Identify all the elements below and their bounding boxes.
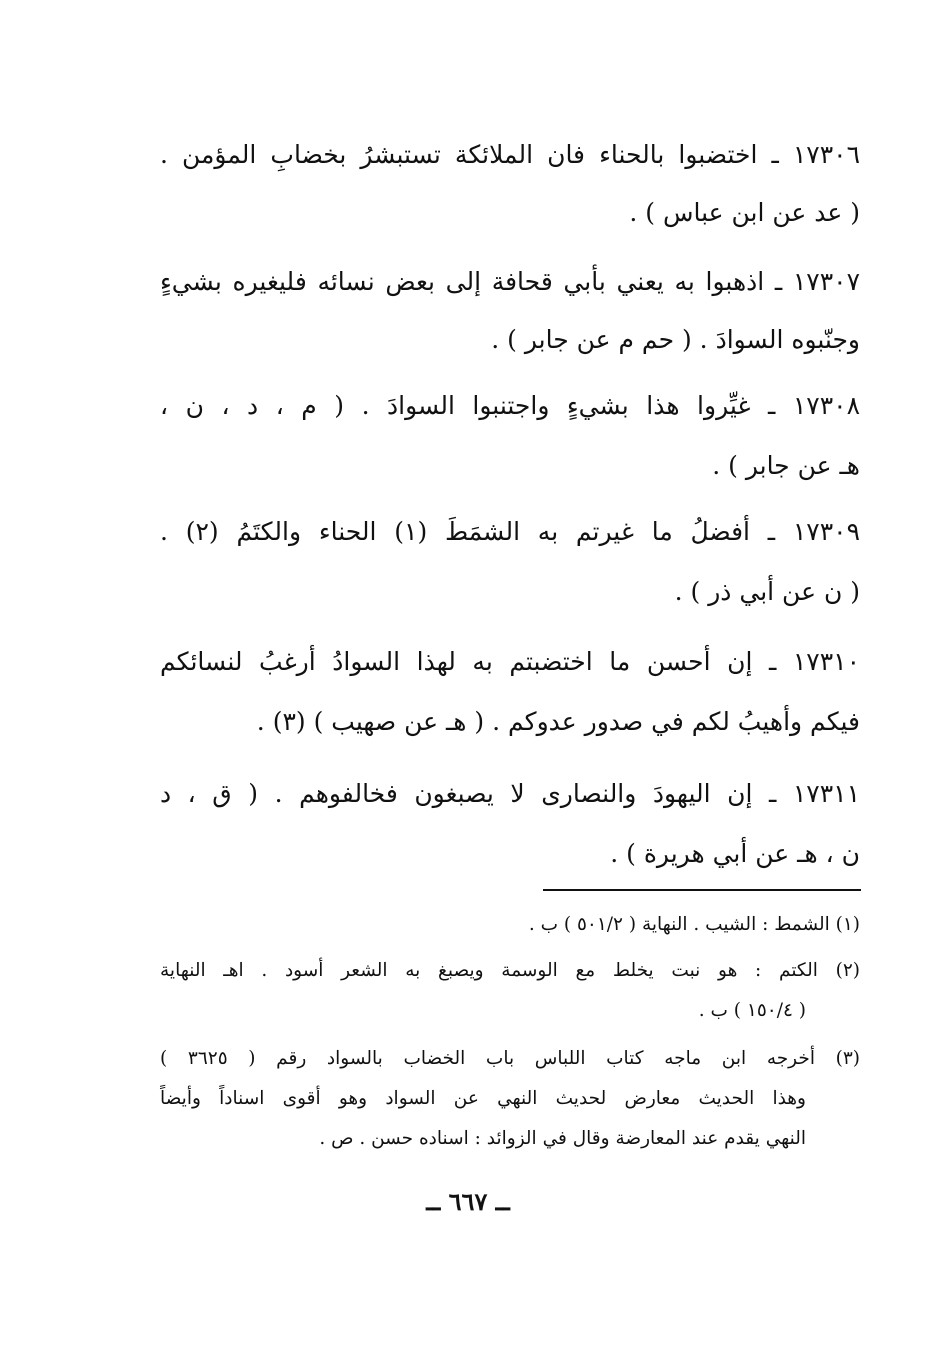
footnote-separator (543, 889, 861, 891)
hadith-17309-line-2: ( ن عن أبي ذر ) . (674, 577, 860, 606)
footnote-2-line-2: ( ١٥٠/٤ ) ب . (698, 1000, 806, 1021)
footnote-3-line-3: النهي يقدم عند المعارضة وقال في الزوائد : اسناده حسن . ص . (319, 1128, 806, 1149)
hadith-17308-line-1: ١٧٣٠٨ ـ غيِّروا هذا بشيءٍ واجتنبوا السوادَ . ( م ، د ، ن ، (160, 391, 860, 420)
footnote-3-line-1: (٣) أخرجه ابن ماجه كتاب اللباس باب الخضاب بالسواد رقم ( ٣٦٢٥ ) (160, 1048, 860, 1069)
hadith-17309-line-1: ١٧٣٠٩ ـ أفضلُ ما غيرتم به الشمَطَ (١) الحناء والكتَمُ (٢) . (160, 517, 861, 546)
footnote-3-line-2: وهذا الحديث معارض لحديث النهي عن السواد وهو أقوى اسناداً وأيضاً (160, 1088, 806, 1109)
footnote-1-line-1: (١) الشمط : الشيب . النهاية ( ٥٠١/٢ ) ب . (528, 914, 860, 935)
hadith-17306-line-1: ١٧٣٠٦ ـ اختضبوا بالحناء فان الملائكة تستبشرُ بخضابِ المؤمن . (160, 140, 860, 169)
hadith-17306-line-2: ( عد عن ابن عباس ) . (629, 198, 860, 227)
hadith-17308-line-2: هـ عن جابر ) . (712, 451, 860, 480)
page-number: ــ ٦٦٧ ــ (426, 1187, 510, 1216)
hadith-17310-line-2: فيكم وأهيبُ لكم في صدور عدوكم . ( هـ عن صهيب ) (٣) . (256, 707, 860, 736)
hadith-17311-line-1: ١٧٣١١ ـ إن اليهودَ والنصارى لا يصبغون فخالفوهم . ( ق ، د (160, 779, 860, 808)
hadith-17307-line-2: وجنّبوه السوادَ . ( حم م عن جابر ) . (491, 325, 860, 354)
hadith-17311-line-2: ن ، هـ عن أبي هريرة ) . (610, 839, 860, 868)
hadith-17310-line-1: ١٧٣١٠ ـ إن أحسن ما اختضبتم به لهذا السوادُ أرغبُ لنسائكم (160, 647, 860, 676)
footnote-2-line-1: (٢) الكتم : هو نبت يخلط مع الوسمة ويصبغ به الشعر أسود . اهـ النهاية (160, 960, 860, 981)
hadith-17307-line-1: ١٧٣٠٧ ـ اذهبوا به يعني بأبي قحافة إلى بعض نسائه فليغيره بشيءٍ (160, 267, 860, 296)
